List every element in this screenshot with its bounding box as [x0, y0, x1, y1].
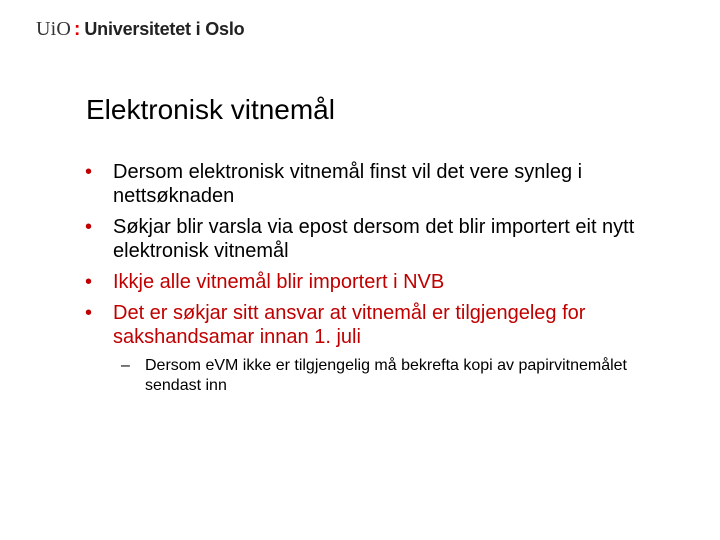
bullet-marker: • — [85, 302, 93, 324]
sub-bullet-text: Dersom eVM ikke er tilgjengelig må bekrefta kopi av papirvitnemålet sendast inn — [145, 357, 627, 394]
sub-bullet-item — [121, 356, 635, 396]
bullet-marker: • — [85, 216, 93, 238]
bullet-text: Ikkje alle vitnemål blir importert i NVB — [113, 271, 445, 293]
logo-separator: : — [74, 18, 81, 40]
bullet-text: Søkjar blir varsla via epost dersom det blir importert eit nytt elektronisk vitnemål — [113, 216, 635, 262]
bullet-item — [85, 160, 693, 208]
slide-title: Elektronisk vitnemål — [86, 94, 335, 125]
bullet-list — [85, 160, 693, 396]
bullet-text: Dersom elektronisk vitnemål finst vil det vere synleg i nettsøknaden — [113, 161, 583, 207]
bullet-marker: • — [85, 161, 93, 183]
bullet-item — [85, 215, 693, 263]
bullet-marker: • — [85, 271, 93, 293]
bullet-item — [85, 270, 693, 294]
bullet-item — [85, 301, 693, 349]
logo-mark: UiO — [36, 17, 72, 40]
bullet-text: Det er søkjar sitt ansvar at vitnemål er tilgjengeleg for sakshandsamar innan 1. juli — [113, 302, 586, 348]
university-logo — [36, 17, 244, 41]
sub-bullet-marker: – — [121, 357, 130, 374]
logo-name: Universitetet i Oslo — [84, 18, 245, 39]
